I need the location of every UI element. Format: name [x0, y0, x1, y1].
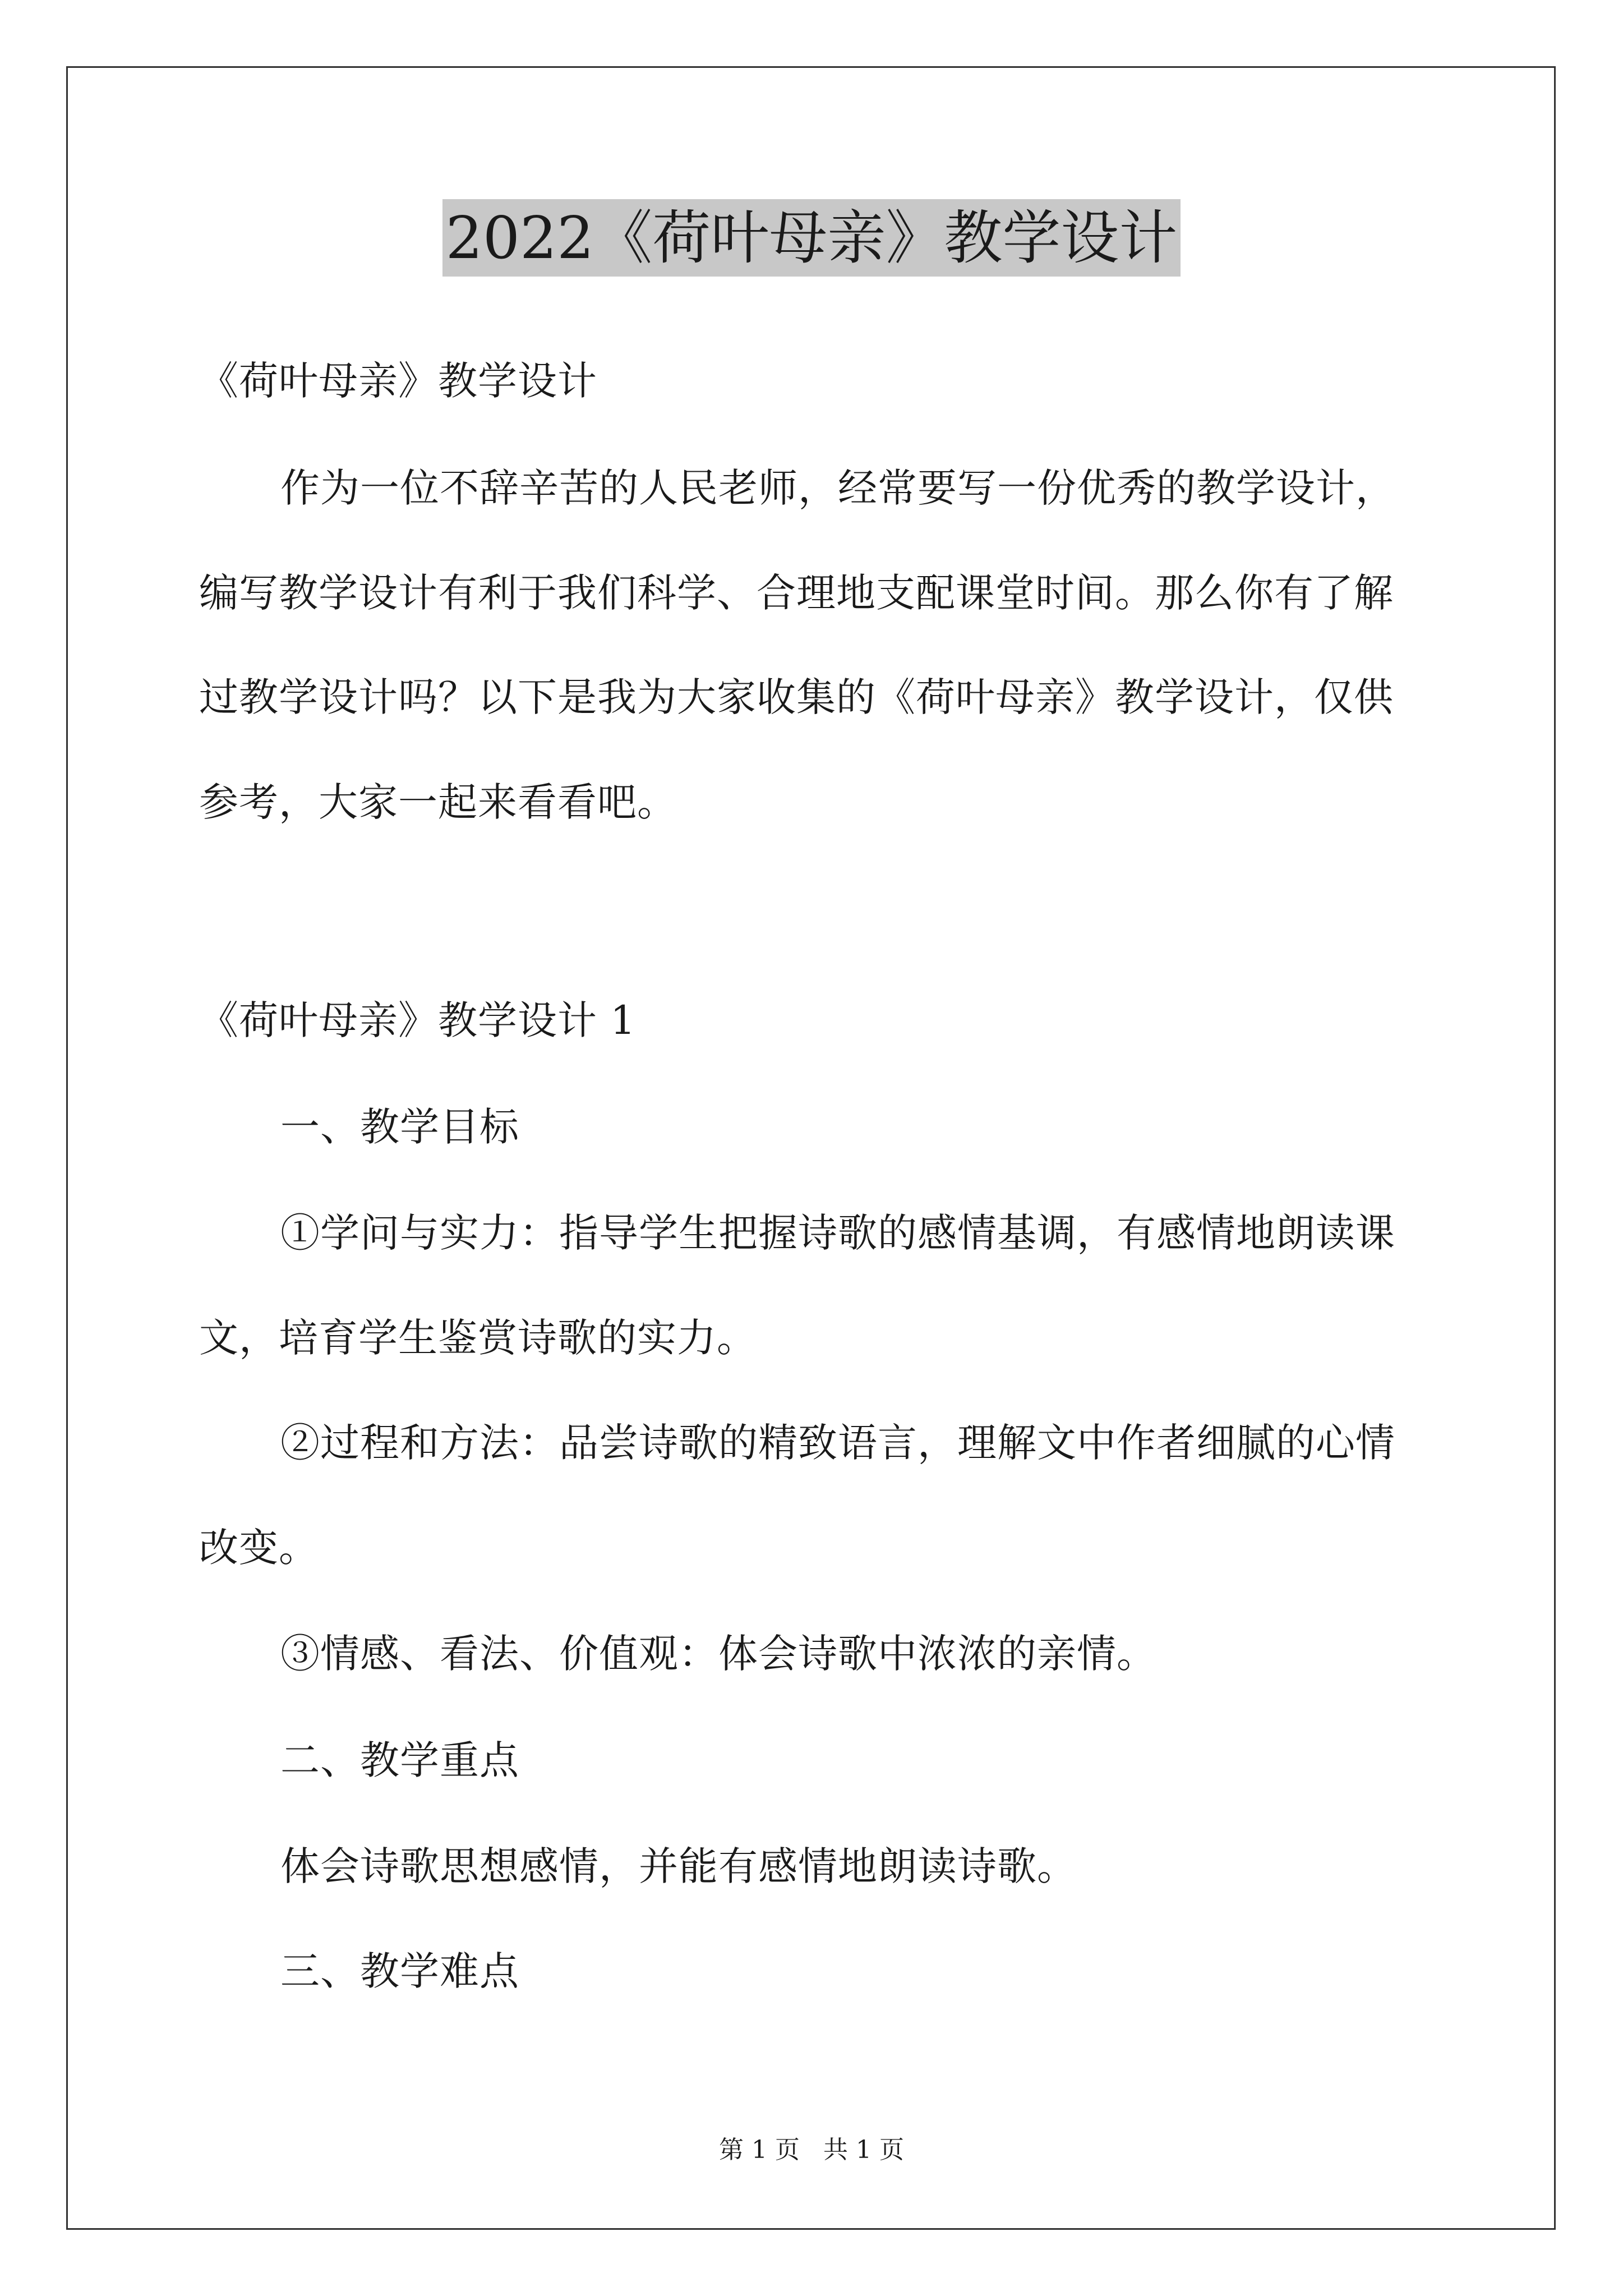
objective-2-line-1: ②过程和方法：品尝诗歌的精致语言，理解文中作者细腻的心情	[280, 1420, 1395, 1466]
teaching-focus-text: 体会诗歌思想感情，并能有感情地朗读诗歌。	[280, 1843, 1077, 1889]
section-heading: 《荷叶母亲》教学设计 1	[199, 997, 636, 1043]
heading-teaching-objectives: 一、教学目标	[280, 1104, 519, 1150]
objective-3: ③情感、看法、价值观：体会诗歌中浓浓的亲情。	[280, 1631, 1156, 1677]
intro-paragraph-line-2: 编写教学设计有利于我们科学、合理地支配课堂时间。那么你有了解	[199, 570, 1394, 616]
title-container	[0, 199, 1623, 277]
intro-paragraph-line-1: 作为一位不辞辛苦的人民老师，经常要写一份优秀的教学设计，	[280, 465, 1395, 511]
intro-paragraph-line-4: 参考，大家一起来看看吧。	[199, 779, 677, 825]
page-footer: 第 1 页 共 1 页	[719, 2136, 904, 2164]
heading-teaching-focus: 二、教学重点	[280, 1737, 519, 1783]
intro-heading: 《荷叶母亲》教学设计	[199, 358, 597, 404]
objective-2-line-2: 改变。	[199, 1525, 319, 1571]
heading-teaching-difficulty: 三、教学难点	[280, 1948, 519, 1994]
intro-paragraph-line-3: 过教学设计吗？以下是我为大家收集的《荷叶母亲》教学设计，仅供	[199, 674, 1394, 720]
objective-1-line-2: 文，培育学生鉴赏诗歌的实力。	[199, 1315, 757, 1361]
document-title: 2022《荷叶母亲》教学设计	[442, 199, 1181, 277]
objective-1-line-1: ①学问与实力：指导学生把握诗歌的感情基调，有感情地朗读课	[280, 1210, 1395, 1256]
